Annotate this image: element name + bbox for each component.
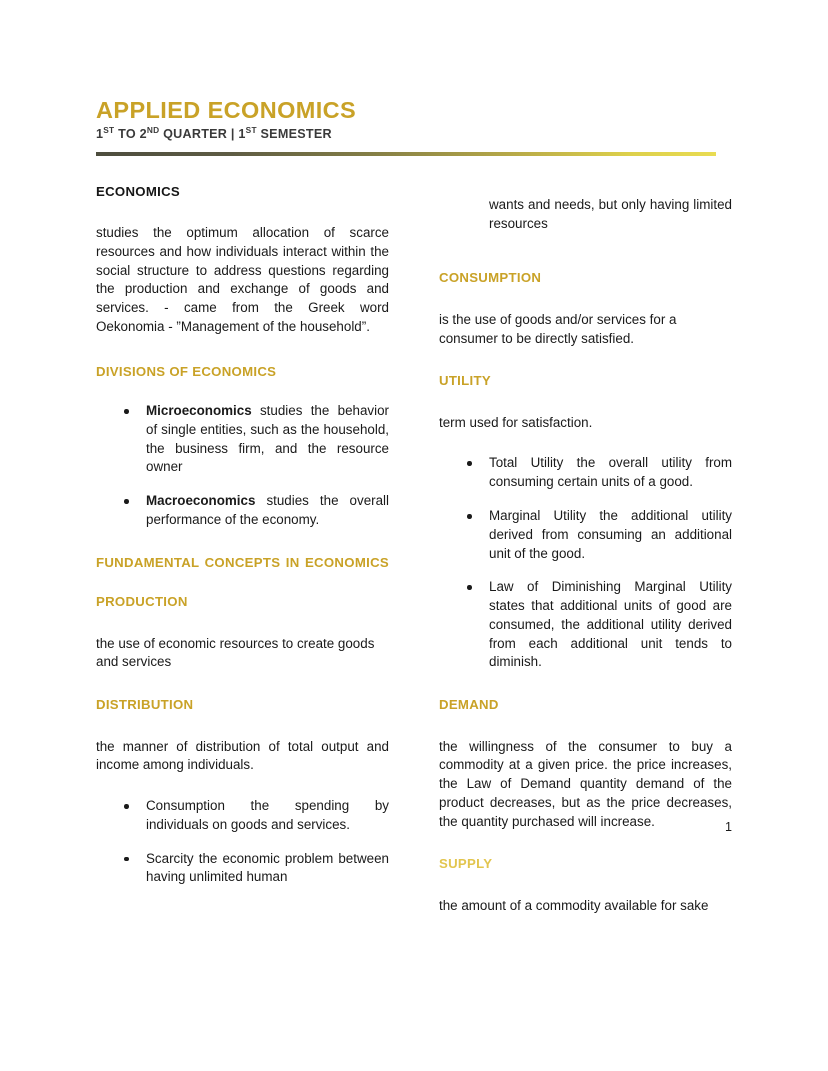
bullet-dot-icon — [124, 409, 129, 414]
heading-production: PRODUCTION — [96, 594, 188, 610]
list-utility-concepts — [439, 454, 732, 672]
page-title: APPLIED ECONOMICS — [96, 97, 357, 123]
two-column-layout — [96, 183, 732, 916]
bullet-dot-icon — [467, 461, 472, 466]
list-item-text: studies the behavior of single entities, such as the household, the business firm, and the resource owner — [146, 403, 389, 475]
bullet-dot-icon — [467, 585, 472, 590]
list-item-text: Consumption the spending by individuals on goods and services. — [146, 798, 389, 832]
subtitle-quarter-label: QUARTER | 1 — [159, 126, 246, 141]
heading-consumption: CONSUMPTION — [439, 270, 542, 286]
document-header — [96, 98, 732, 142]
list-item-text: Total Utility the overall utility from consuming certain units of a good. — [489, 455, 732, 490]
left-column — [96, 183, 389, 916]
list-item-text: studies the overall performance of the economy. — [146, 493, 389, 527]
bullet-dot-icon — [124, 804, 129, 809]
subtitle-ordinal-st-2: ST — [245, 124, 257, 135]
spacer — [96, 775, 389, 797]
spacer — [439, 672, 732, 696]
list-item — [467, 454, 732, 492]
spacer — [96, 714, 389, 738]
list-item-term: Microeconomics — [146, 403, 252, 419]
spacer — [439, 432, 732, 454]
list-item — [467, 507, 732, 563]
bullet-dot-icon — [467, 514, 472, 519]
heading-divisions-of-economics: DIVISIONS OF ECONOMICS — [96, 363, 277, 379]
heading-utility: UTILITY — [439, 373, 491, 389]
subtitle-quarter-from: 1 — [96, 126, 104, 141]
paragraph-economics: studies the optimum allocation of scarce resources and how individuals interact within the social structure to address questions regarding the production and exchange of goods and services. - came from the Greek word Oekonomia - ”Management of the household”. — [96, 225, 389, 334]
spacer — [439, 714, 732, 738]
spacer — [439, 247, 732, 269]
heading-distribution: DISTRIBUTION — [96, 697, 194, 713]
list-item-term: Macroeconomics — [146, 493, 256, 509]
paragraph-supply: the amount of a commodity available for sake — [439, 897, 709, 913]
heading-economics: ECONOMICS — [96, 184, 181, 199]
spacer — [96, 200, 389, 224]
spacer — [96, 571, 389, 593]
spacer — [96, 530, 389, 554]
spacer — [439, 390, 732, 414]
paragraph-demand: the willingness of the consumer to buy a commodity at a given price. the price increases, the Law of Demand quantity demand of the product decreases, but as the price decreases, the quantity purchased will increase. — [439, 738, 732, 829]
subtitle-ordinal-nd: ND — [146, 124, 160, 135]
right-column — [439, 183, 732, 916]
subtitle-semester-label: SEMESTER — [256, 126, 332, 141]
paragraph-utility: term used for satisfaction. — [439, 414, 593, 430]
spacer — [439, 831, 732, 855]
spacer — [96, 611, 389, 635]
list-distribution-concepts — [96, 797, 389, 887]
list-item — [124, 492, 389, 530]
list-item — [124, 850, 389, 888]
list-item — [467, 578, 732, 672]
paragraph-production: the use of economic resources to create goods and services — [96, 635, 375, 670]
spacer — [439, 873, 732, 897]
list-item-text: Marginal Utility the additional utility derived from consuming an additional unit of the good. — [489, 507, 732, 561]
bullet-dot-icon — [124, 857, 129, 862]
paragraph-distribution: the manner of distribution of total output and income among individuals. — [96, 738, 389, 773]
spacer — [439, 287, 732, 311]
subtitle-quarter-to: TO 2 — [114, 126, 147, 141]
list-item-text: Scarcity the economic problem between having unlimited human — [146, 850, 389, 885]
document-subtitle — [96, 124, 732, 142]
heading-demand: DEMAND — [439, 697, 499, 713]
spacer — [96, 337, 389, 363]
spacer — [96, 380, 389, 402]
list-item-text: Law of Diminishing Marginal Utility states that additional units of good are consumed, the additional utility derived from each additional unit tends to diminish. — [489, 579, 732, 670]
heading-supply: SUPPLY — [439, 856, 493, 872]
heading-fundamental-concepts: FUNDAMENTAL CONCEPTS IN ECONOMICS — [96, 554, 389, 570]
spacer — [96, 672, 389, 696]
page-number: 1 — [724, 820, 732, 834]
page-content-area — [96, 0, 732, 1071]
spacer — [439, 348, 732, 372]
paragraph-consumption: is the use of goods and/or services for a consumer to be directly satisfied. — [439, 311, 677, 346]
bullet-dot-icon — [124, 499, 129, 504]
paragraph-scarcity-continuation: wants and needs, but only having limited resources — [489, 197, 732, 232]
list-divisions-of-economics — [96, 402, 389, 530]
list-item — [124, 402, 389, 477]
header-gradient-divider — [96, 152, 716, 156]
subtitle-ordinal-st-1: ST — [103, 124, 115, 135]
